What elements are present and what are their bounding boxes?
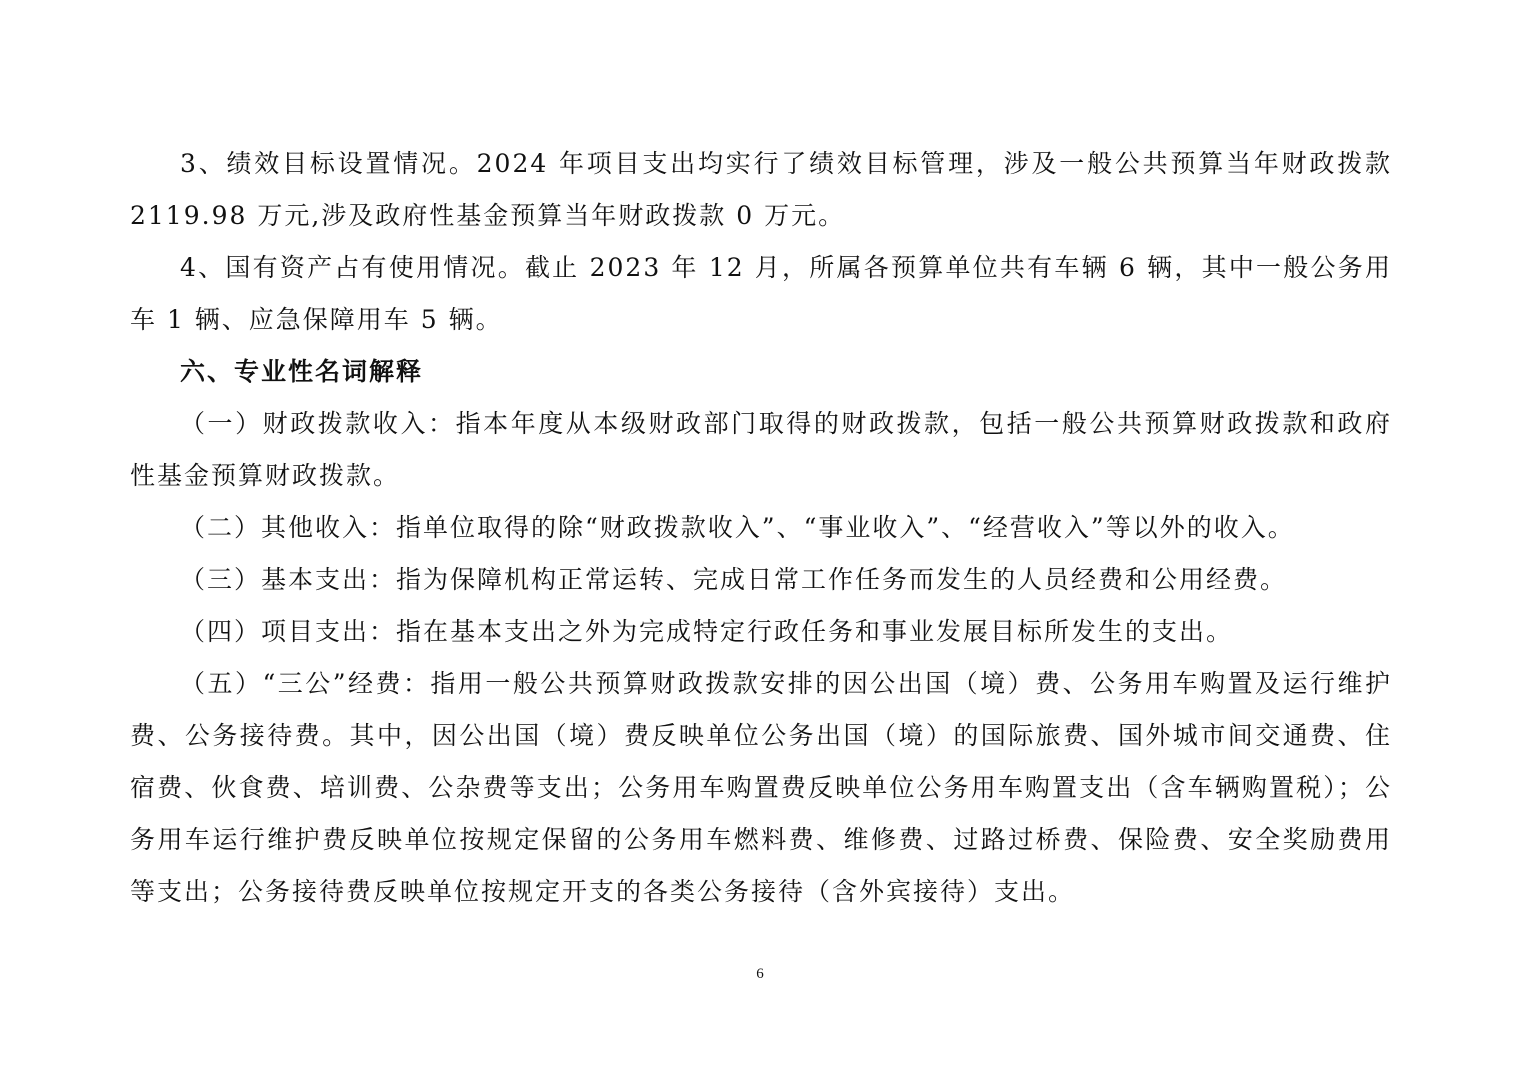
- definition-three-public-expenses: （五）“三公”经费：指用一般公共预算财政拨款安排的因公出国（境）费、公务用车购置及运行维护费、公务接待费。其中，因公出国（境）费反映单位公务出国（境）的国际旅费、国外城市间交通费、住宿费、伙食费、培训费、公杂费等支出；公务用车购置费反映单位公务用车购置支出（含车辆购置税）；公务用车运行维护费反映单位按规定保留的公务用车燃料费、维修费、过路过桥费、保险费、安全奖励费用等支出；公务接待费反映单位按规定开支的各类公务接待（含外宾接待）支出。: [130, 669, 1392, 906]
- definition-fiscal-appropriation-income: （一）财政拨款收入：指本年度从本级财政部门取得的财政拨款，包括一般公共预算财政拨款和政府性基金预算财政拨款。: [130, 409, 1392, 490]
- definition-other-income: （二）其他收入：指单位取得的除“财政拨款收入”、“事业收入”、“经营收入”等以外的收入。: [180, 513, 1295, 542]
- document-body: [130, 138, 1392, 918]
- paragraph-state-assets: 4、国有资产占有使用情况。截止 2023 年 12 月，所属各预算单位共有车辆 6 辆，其中一般公务用车 1 辆、应急保障用车 5 辆。: [130, 253, 1392, 334]
- definition-project-expenditure: （四）项目支出：指在基本支出之外为完成特定行政任务和事业发展目标所发生的支出。: [180, 617, 1234, 646]
- page-number: 6: [756, 966, 764, 982]
- paragraph-performance-targets: 3、绩效目标设置情况。2024 年项目支出均实行了绩效目标管理，涉及一般公共预算当年财政拨款 2119.98 万元,涉及政府性基金预算当年财政拨款 0 万元。: [130, 149, 1392, 230]
- section-heading-terms: 六、专业性名词解释: [180, 357, 424, 386]
- definition-basic-expenditure: （三）基本支出：指为保障机构正常运转、完成日常工作任务而发生的人员经费和公用经费。: [180, 565, 1288, 594]
